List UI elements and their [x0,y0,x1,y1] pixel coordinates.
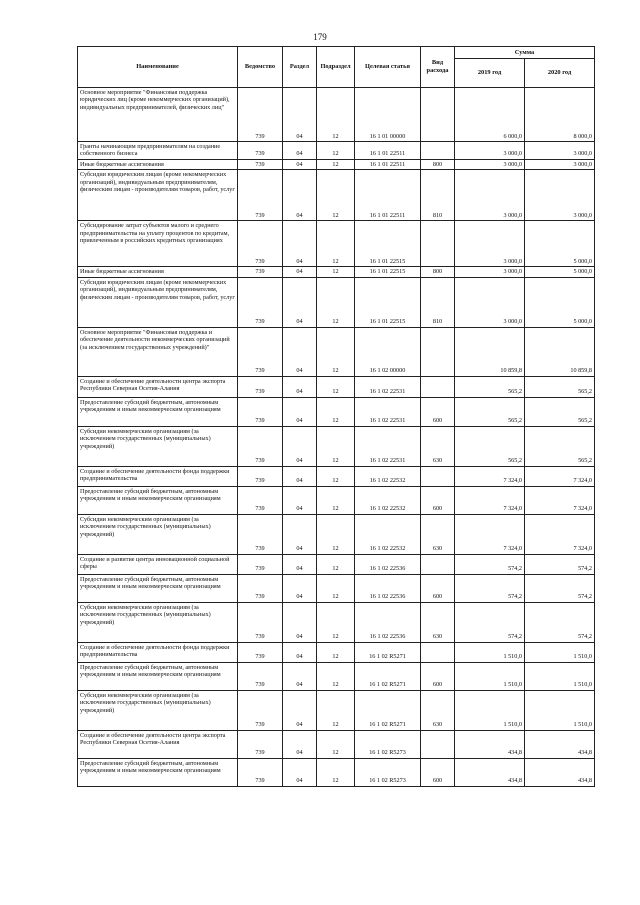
cell-2019: 3 000,0 [455,267,525,277]
cell-expense [421,730,455,758]
cell-subsection: 12 [317,267,355,277]
cell-expense [421,221,455,267]
cell-expense [421,376,455,397]
cell-section: 04 [283,327,317,376]
cell-subsection: 12 [317,642,355,662]
cell-subsection: 12 [317,277,355,327]
cell-dept: 739 [238,267,283,277]
cell-2020: 3 000,0 [525,159,595,169]
header-section: Раздел [283,47,317,88]
cell-target: 16 1 01 00000 [355,88,421,142]
cell-dept: 739 [238,142,283,160]
table-row [78,662,595,690]
cell-subsection: 12 [317,88,355,142]
table-row [78,554,595,574]
cell-section: 04 [283,514,317,554]
cell-2019: 574,2 [455,554,525,574]
cell-2019: 1 510,0 [455,662,525,690]
table-row [78,642,595,662]
cell-subsection: 12 [317,690,355,730]
cell-section: 04 [283,376,317,397]
cell-expense: 600 [421,758,455,786]
cell-dept: 739 [238,277,283,327]
table-row [78,758,595,786]
cell-dept: 739 [238,397,283,426]
cell-section: 04 [283,267,317,277]
cell-2020: 7 324,0 [525,466,595,486]
header-dept: Ведомство [238,47,283,88]
cell-subsection: 12 [317,327,355,376]
cell-2019: 7 324,0 [455,514,525,554]
cell-2020: 574,2 [525,602,595,642]
cell-2019: 565,2 [455,397,525,426]
cell-name: Иные бюджетные ассигнования [78,159,238,169]
cell-dept: 739 [238,88,283,142]
cell-name: Иные бюджетные ассигнования [78,267,238,277]
cell-expense: 630 [421,514,455,554]
cell-name: Создание и обеспечение деятельности фонда поддержки предпринимательства [78,642,238,662]
cell-target: 16 1 02 00000 [355,327,421,376]
cell-section: 04 [283,221,317,267]
cell-2019: 1 510,0 [455,690,525,730]
cell-2020: 3 000,0 [525,142,595,160]
cell-subsection: 12 [317,758,355,786]
cell-name: Предоставление субсидий бюджетным, автономным учреждениям и иным некоммерческим организациям [78,758,238,786]
cell-2019: 10 859,8 [455,327,525,376]
header-2019: 2019 год [455,59,525,88]
cell-subsection: 12 [317,602,355,642]
cell-dept: 739 [238,466,283,486]
cell-subsection: 12 [317,730,355,758]
cell-section: 04 [283,730,317,758]
cell-subsection: 12 [317,397,355,426]
table-row [78,88,595,142]
cell-name: Предоставление субсидий бюджетным, автономным учреждениям и иным некоммерческим организациям [78,486,238,514]
cell-dept: 739 [238,170,283,221]
header-target: Целевая статья [355,47,421,88]
cell-expense: 600 [421,574,455,602]
cell-2020: 7 324,0 [525,486,595,514]
cell-2020: 565,2 [525,376,595,397]
cell-expense: 630 [421,426,455,466]
cell-2020: 3 000,0 [525,170,595,221]
cell-name: Создание и обеспечение деятельности центра экспорта Республики Северная Осетия-Алания [78,376,238,397]
cell-2020: 574,2 [525,554,595,574]
table-row [78,376,595,397]
cell-target: 16 1 02 R5273 [355,730,421,758]
table-row [78,170,595,221]
cell-name: Основное мероприятие "Финансовая поддержка юридических лиц (кроме некоммерческих организаций), индивидуальных предпринимателей, физических лиц" [78,88,238,142]
cell-name: Предоставление субсидий бюджетным, автономным учреждениям и иным некоммерческим организациям [78,574,238,602]
cell-expense: 800 [421,267,455,277]
header-subsection: Подраздел [317,47,355,88]
cell-target: 16 1 02 22532 [355,486,421,514]
cell-target: 16 1 01 22515 [355,277,421,327]
cell-2020: 5 000,0 [525,221,595,267]
cell-expense [421,88,455,142]
cell-name: Создание и развитие центра инновационной социальной сферы [78,554,238,574]
cell-2019: 574,2 [455,602,525,642]
cell-section: 04 [283,554,317,574]
cell-2019: 3 000,0 [455,170,525,221]
cell-2019: 7 324,0 [455,466,525,486]
cell-target: 16 1 02 R5273 [355,758,421,786]
cell-name: Субсидии некоммерческим организациям (за исключением государственных (муниципальных) учреждений) [78,514,238,554]
cell-name: Субсидии некоммерческим организациям (за исключением государственных (муниципальных) учреждений) [78,602,238,642]
cell-section: 04 [283,397,317,426]
cell-name: Субсидирование затрат субъектов малого и среднего предпринимательства на уплату процентов по кредитам, привлеченным в российских кредитных организациях [78,221,238,267]
cell-2019: 565,2 [455,376,525,397]
cell-section: 04 [283,602,317,642]
cell-target: 16 1 02 22532 [355,514,421,554]
cell-name: Предоставление субсидий бюджетным, автономным учреждениям и иным некоммерческим организациям [78,662,238,690]
cell-2020: 10 859,8 [525,327,595,376]
cell-2019: 434,8 [455,730,525,758]
cell-2020: 1 510,0 [525,642,595,662]
cell-name: Создание и обеспечение деятельности фонда поддержки предпринимательства [78,466,238,486]
cell-dept: 739 [238,758,283,786]
cell-expense [421,466,455,486]
cell-subsection: 12 [317,514,355,554]
cell-2020: 434,8 [525,758,595,786]
cell-subsection: 12 [317,170,355,221]
cell-2019: 574,2 [455,574,525,602]
cell-2020: 1 510,0 [525,690,595,730]
cell-dept: 739 [238,602,283,642]
cell-section: 04 [283,142,317,160]
cell-2019: 6 000,0 [455,88,525,142]
cell-target: 16 1 01 22511 [355,170,421,221]
cell-dept: 739 [238,690,283,730]
cell-name: Гранты начинающим предпринимателям на создание собственного бизнеса [78,142,238,160]
table-row [78,159,595,169]
cell-2020: 574,2 [525,574,595,602]
table-row [78,602,595,642]
cell-dept: 739 [238,327,283,376]
cell-2019: 3 000,0 [455,142,525,160]
cell-subsection: 12 [317,554,355,574]
cell-subsection: 12 [317,466,355,486]
table-body [78,88,595,787]
cell-subsection: 12 [317,221,355,267]
cell-name: Субсидии некоммерческим организациям (за исключением государственных (муниципальных) учреждений) [78,690,238,730]
cell-target: 16 1 02 22536 [355,554,421,574]
cell-section: 04 [283,758,317,786]
cell-2020: 1 510,0 [525,662,595,690]
cell-expense [421,642,455,662]
header-sum: Сумма [455,47,595,59]
cell-dept: 739 [238,376,283,397]
cell-subsection: 12 [317,142,355,160]
cell-section: 04 [283,642,317,662]
cell-expense: 630 [421,602,455,642]
table-row [78,142,595,160]
cell-expense: 810 [421,277,455,327]
cell-section: 04 [283,690,317,730]
cell-2019: 1 510,0 [455,642,525,662]
table-row [78,486,595,514]
header-expense: Вид расхода [421,47,455,88]
cell-target: 16 1 02 22531 [355,376,421,397]
table-row [78,574,595,602]
cell-section: 04 [283,426,317,466]
cell-target: 16 1 02 22532 [355,466,421,486]
table-row [78,514,595,554]
cell-2019: 434,8 [455,758,525,786]
table-row [78,730,595,758]
cell-section: 04 [283,277,317,327]
cell-dept: 739 [238,486,283,514]
cell-dept: 739 [238,159,283,169]
cell-dept: 739 [238,662,283,690]
cell-section: 04 [283,466,317,486]
cell-subsection: 12 [317,376,355,397]
cell-dept: 739 [238,514,283,554]
page-number: 179 [313,32,327,42]
cell-expense: 800 [421,159,455,169]
cell-2019: 3 000,0 [455,277,525,327]
cell-name: Субсидии юридическим лицам (кроме некоммерческих организаций), индивидуальным предпринимателям, физическим лицам - производителям товаров, работ, услуг [78,277,238,327]
cell-target: 16 1 01 22511 [355,142,421,160]
cell-2019: 3 000,0 [455,159,525,169]
cell-dept: 739 [238,426,283,466]
cell-dept: 739 [238,574,283,602]
cell-expense: 600 [421,486,455,514]
table-row [78,690,595,730]
cell-expense: 810 [421,170,455,221]
cell-name: Основное мероприятие "Финансовая поддержка и обеспечение деятельности некоммерческих организаций (за исключением государственных учреждений)" [78,327,238,376]
cell-target: 16 1 01 22515 [355,267,421,277]
cell-2020: 7 324,0 [525,514,595,554]
cell-dept: 739 [238,642,283,662]
cell-subsection: 12 [317,574,355,602]
cell-subsection: 12 [317,662,355,690]
cell-expense: 600 [421,662,455,690]
cell-expense: 630 [421,690,455,730]
cell-section: 04 [283,662,317,690]
table-row [78,221,595,267]
cell-2020: 565,2 [525,426,595,466]
cell-target: 16 1 02 R5271 [355,662,421,690]
cell-2020: 565,2 [525,397,595,426]
cell-section: 04 [283,159,317,169]
cell-dept: 739 [238,554,283,574]
cell-section: 04 [283,574,317,602]
cell-target: 16 1 02 22536 [355,602,421,642]
cell-2019: 7 324,0 [455,486,525,514]
cell-target: 16 1 01 22511 [355,159,421,169]
cell-name: Субсидии некоммерческим организациям (за исключением государственных (муниципальных) учреждений) [78,426,238,466]
header-name: Наименование [78,47,238,88]
cell-target: 16 1 02 22536 [355,574,421,602]
cell-subsection: 12 [317,486,355,514]
cell-target: 16 1 02 R5271 [355,642,421,662]
table-row [78,426,595,466]
cell-target: 16 1 02 22531 [355,397,421,426]
header-2020: 2020 год [525,59,595,88]
cell-target: 16 1 02 22531 [355,426,421,466]
cell-dept: 739 [238,221,283,267]
table-row [78,267,595,277]
table-row [78,277,595,327]
cell-2020: 434,8 [525,730,595,758]
table-row [78,466,595,486]
cell-2020: 5 000,0 [525,267,595,277]
cell-2020: 5 000,0 [525,277,595,327]
cell-target: 16 1 02 R5271 [355,690,421,730]
cell-section: 04 [283,170,317,221]
cell-expense [421,554,455,574]
table-row [78,327,595,376]
cell-dept: 739 [238,730,283,758]
cell-target: 16 1 01 22515 [355,221,421,267]
budget-table [77,46,595,787]
cell-name: Создание и обеспечение деятельности центра экспорта Республики Северная Осетия-Алания [78,730,238,758]
cell-section: 04 [283,486,317,514]
cell-subsection: 12 [317,426,355,466]
cell-2019: 565,2 [455,426,525,466]
cell-expense [421,142,455,160]
cell-2019: 3 000,0 [455,221,525,267]
cell-subsection: 12 [317,159,355,169]
cell-2020: 8 000,0 [525,88,595,142]
table-row [78,397,595,426]
cell-expense: 600 [421,397,455,426]
cell-name: Предоставление субсидий бюджетным, автономным учреждениям и иным некоммерческим организациям [78,397,238,426]
cell-name: Субсидии юридическим лицам (кроме некоммерческих организаций), индивидуальным предпринимателям, физическим лицам - производителям товаров, работ, услуг [78,170,238,221]
cell-section: 04 [283,88,317,142]
cell-expense [421,327,455,376]
